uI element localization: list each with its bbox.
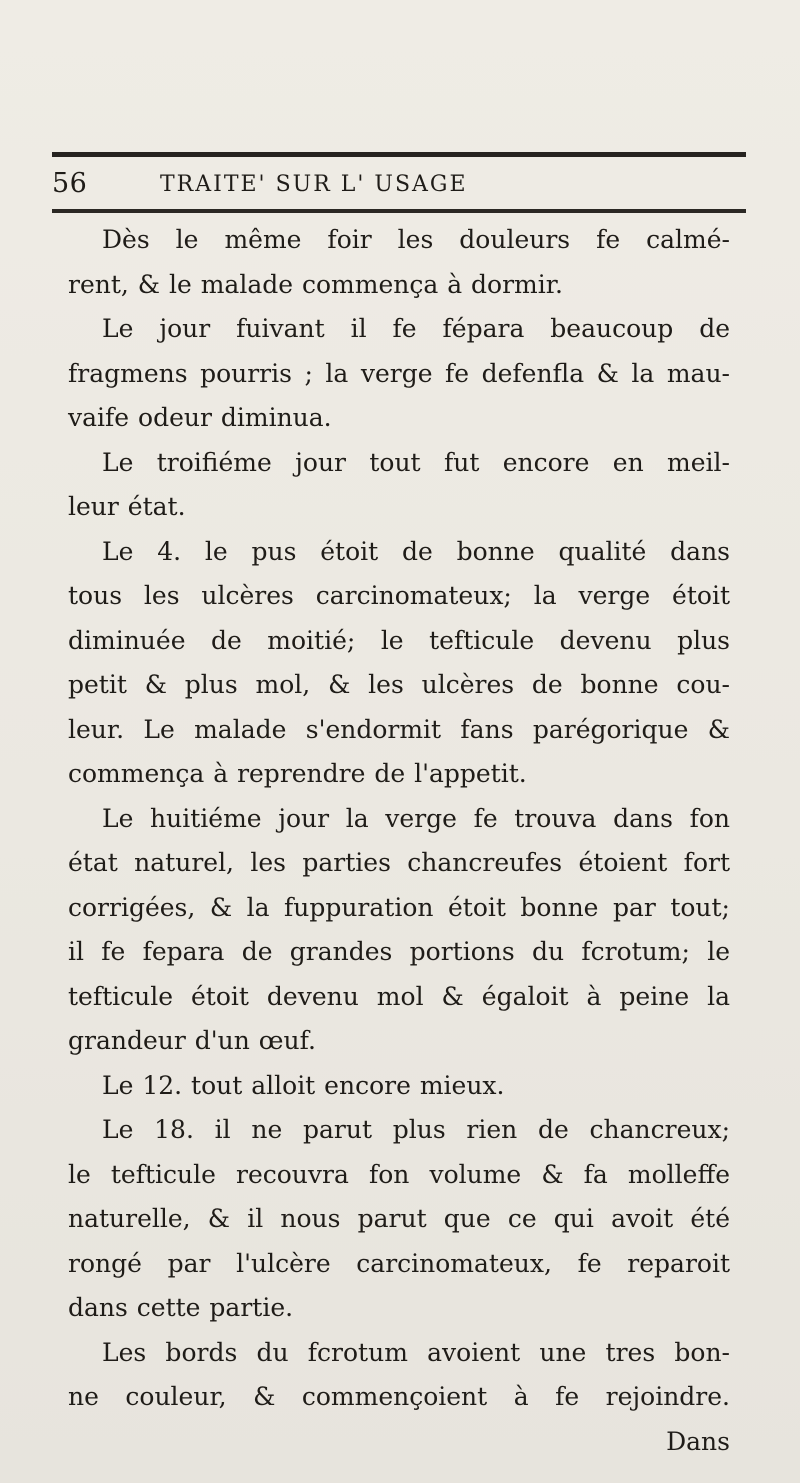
text-line: rent, & le malade commença à dormir. xyxy=(68,269,563,299)
text-line: petit & plus mol, & les ulcères de bonne cou- xyxy=(68,670,730,699)
text-line: grandeur d'un œuf. xyxy=(68,1026,316,1055)
text-line: état naturel, les parties chancreufes étoient fort xyxy=(68,848,730,877)
text-line: vaife odeur diminua. xyxy=(68,403,332,432)
running-head-title: TRAITE' SUR L' USAGE xyxy=(160,172,468,197)
text-line: diminuée de moitié; le tefticule devenu plus xyxy=(68,625,730,655)
catchword: Dans xyxy=(666,1426,730,1456)
text-line: ne couleur, & commençoient à fe rejoindre. xyxy=(68,1382,730,1411)
text-line: tefticule étoit devenu mol & égaloit à peine la xyxy=(68,981,730,1011)
text-line: Le 4. le pus étoit de bonne qualité dans xyxy=(102,536,730,566)
text-line: Les bords du fcrotum avoient une tres bon- xyxy=(102,1337,730,1367)
text-line: dans cette partie. xyxy=(68,1293,294,1322)
text-line: leur. Le malade s'endormit fans parégorique & xyxy=(68,714,730,744)
text-line: tous les ulcères carcinomateux; la verge étoit xyxy=(68,581,730,610)
text-line: fragmens pourris ; la verge fe defenfla & la mau- xyxy=(68,358,730,388)
top-rule xyxy=(52,152,746,157)
text-line: Le huitiéme jour la verge fe trouva dans fon xyxy=(102,803,730,833)
text-line: Le 12. tout alloit encore mieux. xyxy=(102,1070,505,1100)
text-line: commença à reprendre de l'appetit. xyxy=(68,759,527,788)
text-line: Le 18. il ne parut plus rien de chancreux; xyxy=(102,1115,730,1144)
text-line: Dès le même foir les douleurs fe calmé- xyxy=(102,225,730,254)
text-line: leur état. xyxy=(68,492,186,521)
text-line: Le troifiéme jour tout fut encore en meil- xyxy=(102,447,730,477)
text-line: Le jour fuivant il fe fépara beaucoup de xyxy=(102,314,730,343)
text-line: le tefticule recouvra fon volume & fa molleffe xyxy=(68,1159,730,1189)
text-line: rongé par l'ulcère carcinomateux, fe reparoit xyxy=(68,1248,730,1278)
text-line: naturelle, & il nous parut que ce qui avoit été xyxy=(68,1204,730,1233)
body-text xyxy=(68,218,730,1464)
text-line: corrigées, & la fuppuration étoit bonne par tout; xyxy=(68,892,730,922)
head-rule xyxy=(52,209,746,213)
running-head xyxy=(52,166,746,206)
page-number: 56 xyxy=(52,168,88,199)
text-line: il fe fepara de grandes portions du fcrotum; le xyxy=(68,937,730,966)
